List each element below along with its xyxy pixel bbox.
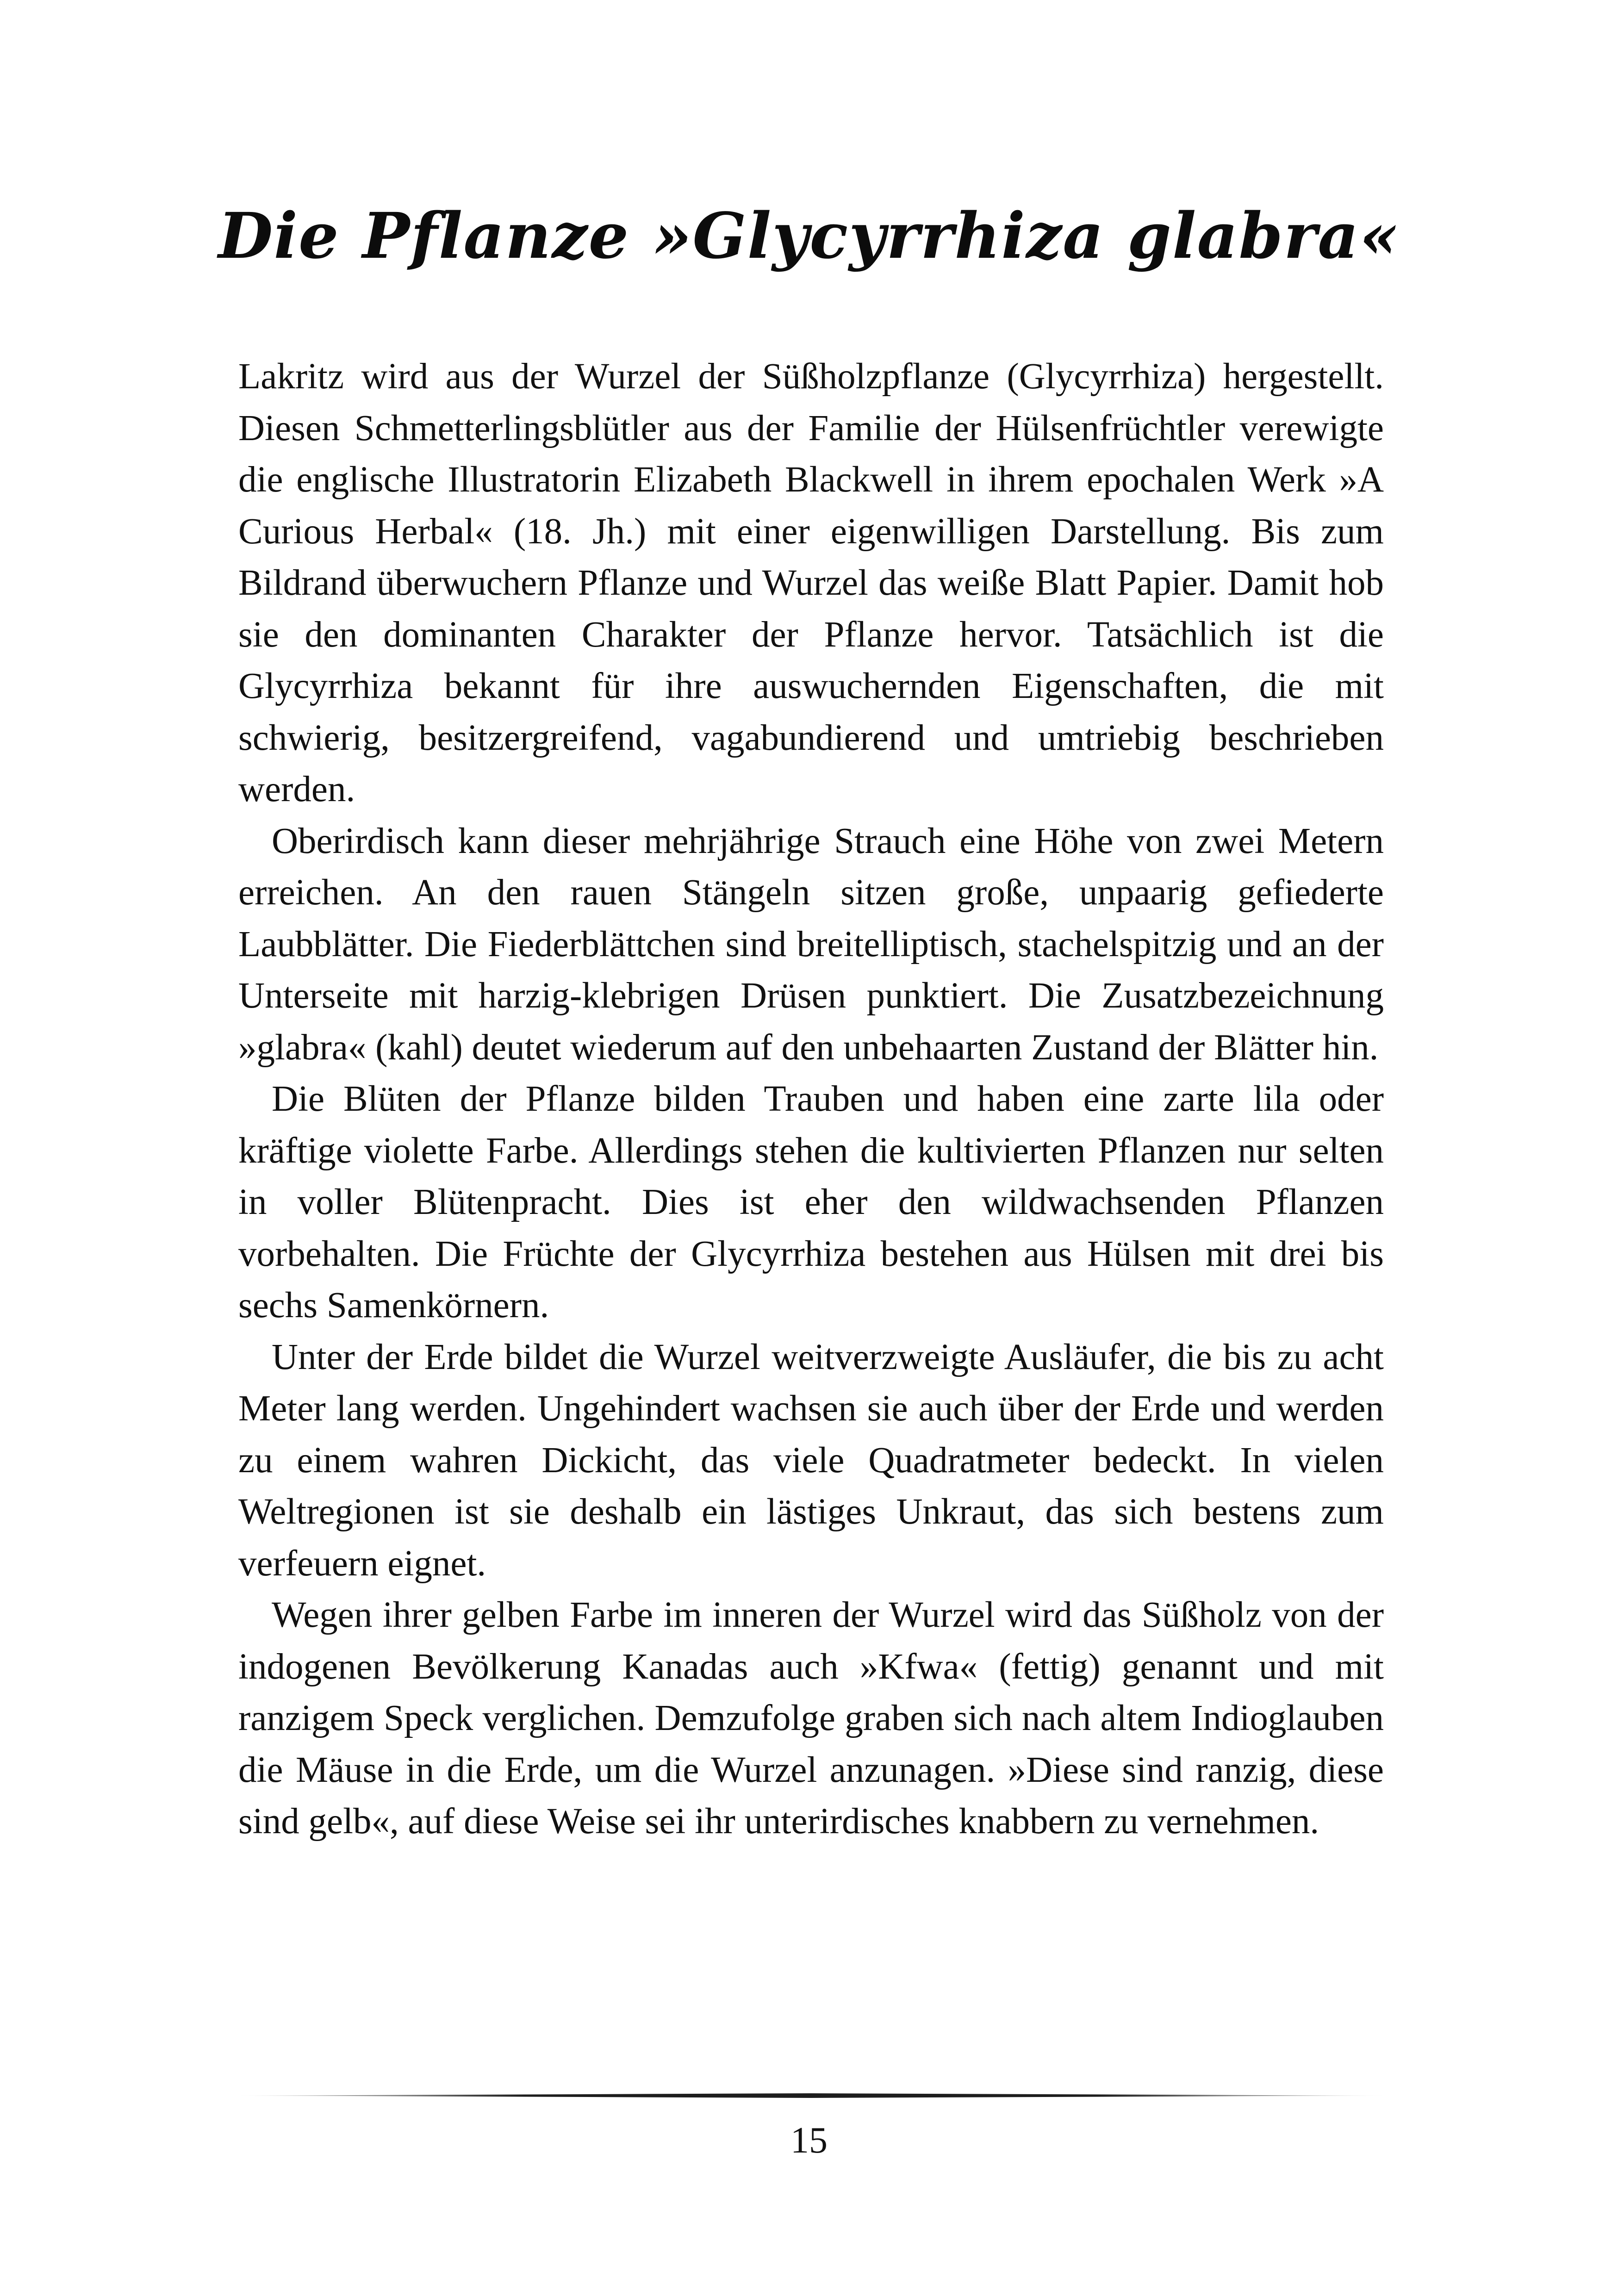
page-number: 15 [790,2120,828,2161]
paragraph-2: Oberirdisch kann dieser mehrjährige Strauch eine Höhe von zwei Metern erreichen. An den rauen Stängeln sitzen große, unpaarig gefiederte Laubblätter. Die Fiederblättchen sind breitelliptisch, stachelspitzig und an der Unterseite mit harzig-klebrigen Drüsen punktiert. Die Zusatzbezeichnung »glabra« (kahl) deutet wiederum auf den unbehaarten Zustand der Blätter hin. [238,821,1384,1068]
body-text [238,351,1384,1848]
paragraph-4: Unter der Erde bildet die Wurzel weitverzweigte Ausläufer, die bis zu acht Meter lang werden. Ungehindert wachsen sie auch über der Erde und werden zu einem wahren Dickicht, das viele Quadratmeter bedeckt. In vielen Weltregionen ist sie deshalb ein lästiges Unkraut, das sich bestens zum verfeuern eignet. [238,1337,1384,1584]
paragraph-3: Die Blüten der Pflanze bilden Trauben und haben eine zarte lila oder kräftige violette Farbe. Allerdings stehen die kultivierten Pflanzen nur selten in voller Blütenpracht. Dies ist eher den wildwachsenden Pflanzen vorbehalten. Die Früchte der Glycyrrhiza bestehen aus Hülsen mit drei bis sechs Samenkörnern. [238,1079,1384,1325]
paragraph-5: Wegen ihrer gelben Farbe im inneren der Wurzel wird das Süßholz von der indogenen Bevölkerung Kanadas auch »Kfwa« (fettig) genannt und mit ranzigem Speck verglichen. Demzufolge graben sich nach altem Indioglauben die Mäuse in die Erde, um die Wurzel anzunagen. »Diese sind ranzig, diese sind gelb«, auf diese Weise sei ihr unterirdisches knabbern zu vernehmen. [238,1595,1384,1842]
chapter-title: Die Pflanze »Glycyrrhiza glabra« [218,199,1400,273]
footer-divider [238,2093,1384,2098]
paragraph-1: Lakritz wird aus der Wurzel der Süßholzpflanze (Glycyrrhiza) hergestellt. Diesen Schmetterlingsblütler aus der Familie der Hülsenfrüchtler verewigte die englische Illustratorin Elizabeth Blackwell in ihrem epochalen Werk »A Curious Herbal« (18. Jh.) mit einer eigenwilligen Darstellung. Bis zum Bildrand überwuchern Pflanze und Wurzel das weiße Blatt Papier. Damit hob sie den dominanten Charakter der Pflanze hervor. Tatsächlich ist die Glycyrrhiza bekannt für ihre auswuchernden Eigenschaften, die mit schwierig, besitzergreifend, vagabundierend und umtriebig beschrieben werden. [238,356,1384,809]
